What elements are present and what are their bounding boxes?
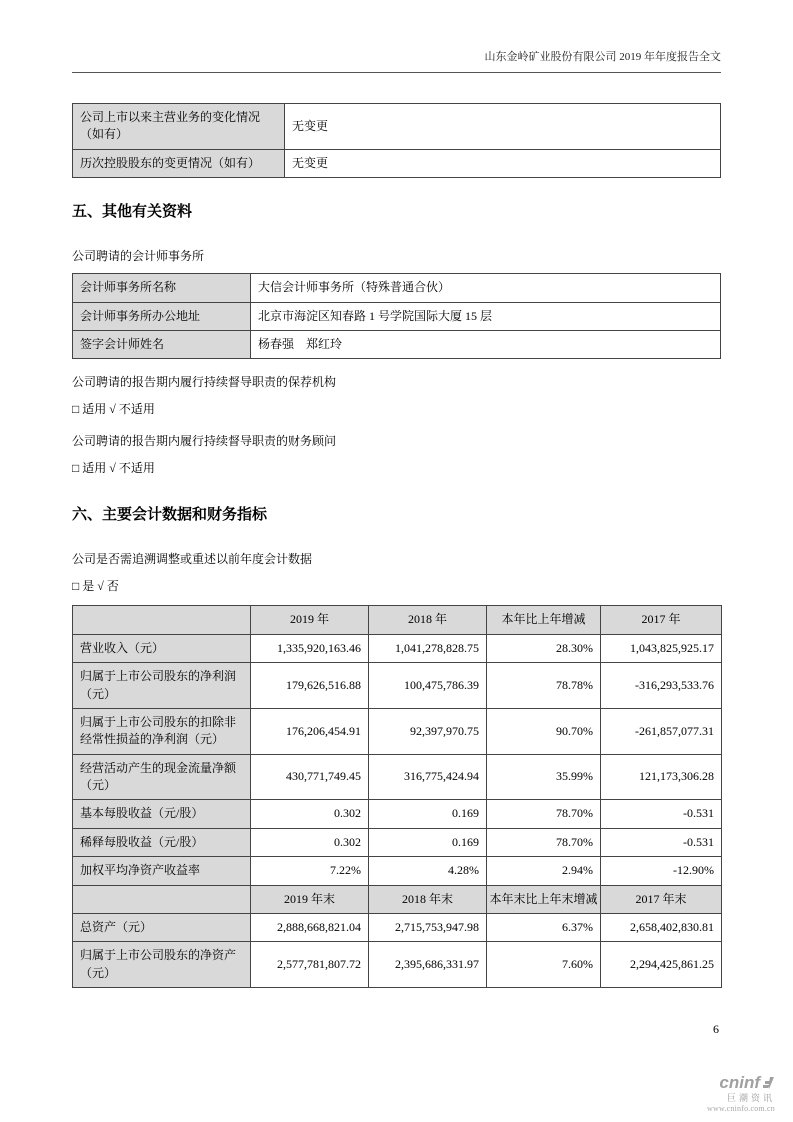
row-label: 经营活动产生的现金流量净额（元） [73,754,251,800]
table-cell: 0.169 [369,828,487,856]
row-value: 无变更 [285,104,721,150]
table-cell: 28.30% [487,634,601,662]
table-header-row [73,885,722,913]
table-cell: 78.78% [487,663,601,709]
row-label: 会计师事务所名称 [73,274,251,302]
report-title: 山东金岭矿业股份有限公司 2019 年年度报告全文 [484,51,721,63]
page-header [72,48,721,73]
advisor-applicability-line: □ 适用 √ 不适用 [72,461,155,476]
table-cell: 121,173,306.28 [601,754,722,800]
table-row [73,942,722,988]
table-row [73,663,722,709]
table-row [73,149,721,177]
accountant-table [72,273,721,359]
table-cell: 2,658,402,830.81 [601,914,722,942]
cninfo-logo [695,1074,775,1113]
page-number: 6 [713,1022,719,1036]
row-label: 基本每股收益（元/股） [73,800,251,828]
table-cell: 316,775,424.94 [369,754,487,800]
table-row [73,330,721,358]
table-cell: 2.94% [487,857,601,885]
table-cell: 78.70% [487,800,601,828]
table-cell: 2,395,686,331.97 [369,942,487,988]
table-header-row [73,606,722,634]
row-label: 归属于上市公司股东的净资产（元） [73,942,251,988]
table-cell: 1,335,920,163.46 [251,634,369,662]
restate-answer-line: □ 是 √ 否 [72,579,119,594]
cninfo-logo-mark [762,1076,775,1090]
table-row [73,274,721,302]
cninfo-logo-chinese: 巨潮资讯 [726,1092,775,1103]
table-cell: -261,857,077.31 [601,708,722,754]
header-cell: 2017 年末 [601,885,722,913]
row-label: 稀释每股收益（元/股） [73,828,251,856]
row-value: 杨春强 郑红玲 [251,330,721,358]
table-cell: 7.22% [251,857,369,885]
table-cell: 2,888,668,821.04 [251,914,369,942]
table-row [73,302,721,330]
table-cell: -0.531 [601,800,722,828]
row-label: 归属于上市公司股东的扣除非经常性损益的净利润（元） [73,708,251,754]
table-cell: 1,043,825,925.17 [601,634,722,662]
table-row [73,104,721,150]
table-row [73,754,722,800]
row-value: 无变更 [285,149,721,177]
table-cell: 2,294,425,861.25 [601,942,722,988]
table-cell: 0.302 [251,828,369,856]
table-cell: 4.28% [369,857,487,885]
table-row [73,914,722,942]
accountant-intro: 公司聘请的会计师事务所 [72,249,205,264]
table-cell: 6.37% [487,914,601,942]
row-label: 归属于上市公司股东的净利润（元） [73,663,251,709]
row-value: 北京市海淀区知春路 1 号学院国际大厦 15 层 [251,302,721,330]
table-row [73,800,722,828]
table-cell: 92,397,970.75 [369,708,487,754]
table-row [73,828,722,856]
row-label: 加权平均净资产收益率 [73,857,251,885]
table-cell: 1,041,278,828.75 [369,634,487,662]
table-row [73,634,722,662]
header-cell: 2017 年 [601,606,722,634]
header-cell: 2019 年 [251,606,369,634]
header-cell: 2018 年末 [369,885,487,913]
row-label: 会计师事务所办公地址 [73,302,251,330]
table-cell: 78.70% [487,828,601,856]
row-label: 总资产（元） [73,914,251,942]
header-cell [73,885,251,913]
row-value: 大信会计师事务所（特殊普通合伙） [251,274,721,302]
table-cell: 179,626,516.88 [251,663,369,709]
row-label: 营业收入（元） [73,634,251,662]
header-cell: 2018 年 [369,606,487,634]
table-cell: 2,715,753,947.98 [369,914,487,942]
table-cell: 0.169 [369,800,487,828]
financial-indicators-table [72,605,722,988]
table-cell: 176,206,454.91 [251,708,369,754]
advisor-paragraph: 公司聘请的报告期内履行持续督导职责的财务顾问 [72,434,337,449]
sponsor-paragraph: 公司聘请的报告期内履行持续督导职责的保荐机构 [72,375,337,390]
table-cell: 7.60% [487,942,601,988]
table-cell: 430,771,749.45 [251,754,369,800]
section-6-heading: 六、主要会计数据和财务指标 [72,506,268,524]
table-cell: 100,475,786.39 [369,663,487,709]
restate-question: 公司是否需追溯调整或重述以前年度会计数据 [72,552,313,567]
header-cell: 本年比上年增减 [487,606,601,634]
section-5-heading: 五、其他有关资料 [72,203,193,221]
table-cell: 90.70% [487,708,601,754]
row-label: 公司上市以来主营业务的变化情况（如有） [73,104,285,150]
header-cell: 2019 年末 [251,885,369,913]
header-cell: 本年末比上年末增减 [487,885,601,913]
table-cell: -12.90% [601,857,722,885]
table-cell: 2,577,781,807.72 [251,942,369,988]
row-label: 签字会计师姓名 [73,330,251,358]
row-label: 历次控股股东的变更情况（如有） [73,149,285,177]
table-row [73,857,722,885]
table-cell: -0.531 [601,828,722,856]
table-cell: 0.302 [251,800,369,828]
listing-change-table [72,103,721,178]
table-row [73,708,722,754]
header-cell [73,606,251,634]
table-cell: 35.99% [487,754,601,800]
sponsor-applicability-line: □ 适用 √ 不适用 [72,402,155,417]
cninfo-logo-wordmark [695,1074,775,1093]
table-cell: -316,293,533.76 [601,663,722,709]
cninfo-logo-url: www.cninfo.com.cn [707,1103,775,1113]
cninfo-logo-text: cninf [719,1073,760,1092]
